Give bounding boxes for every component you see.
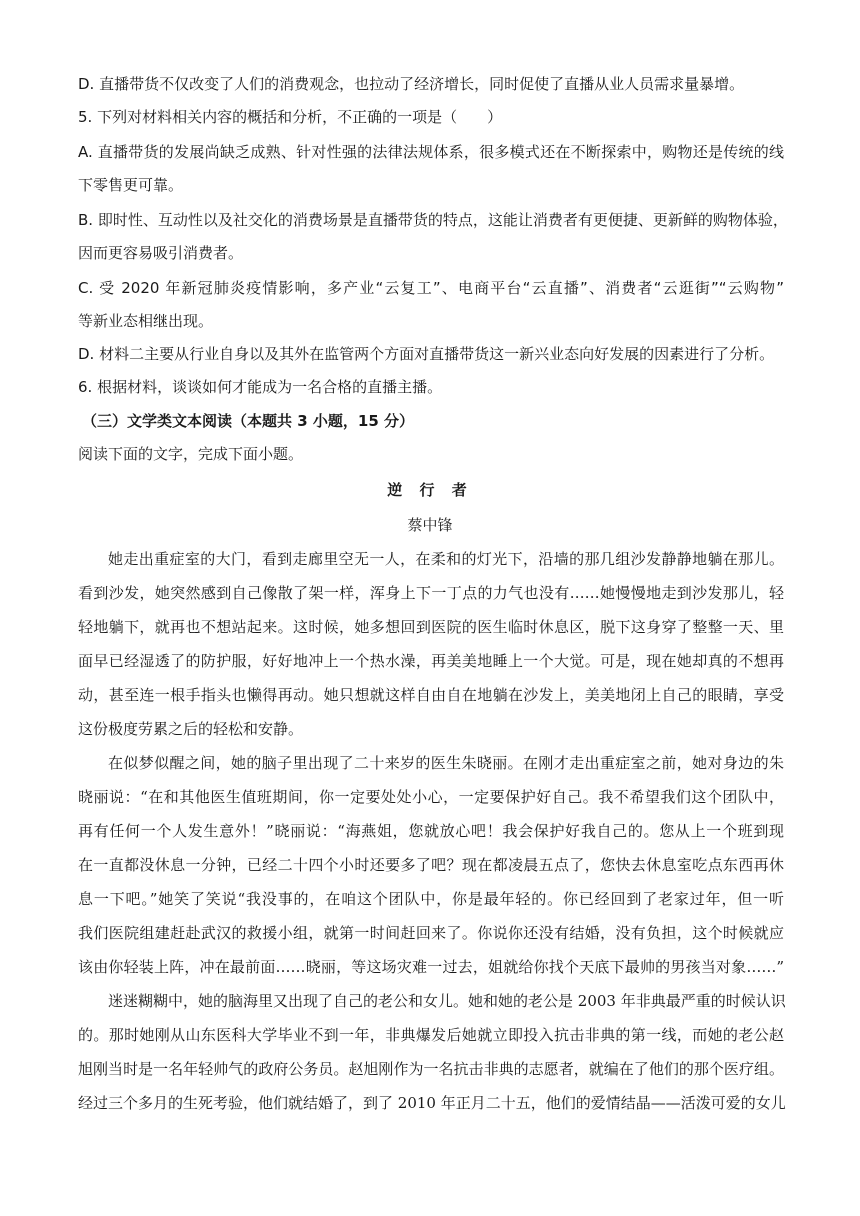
q5-option-b-line2: 因而更容易吸引消费者。: [78, 244, 244, 262]
story-title: 逆 行 者: [387, 481, 473, 499]
story-p1-line: 面早已经湿透了的防护服，好好地冲上一个热水澡，再美美地睡上一个大觉。可是，现在她却真的不想再: [78, 652, 784, 670]
story-p3-line: 的。那时她刚从山东医科大学毕业不到一年，非典爆发后她就立即投入抗击非典的第一线，而她的老公赵: [78, 1026, 784, 1044]
story-p1-line: 动，甚至连一根手指头也懒得再动。她只想就这样自由自在地躺在沙发上，美美地闭上自己的眼睛，享受: [78, 686, 784, 704]
q5-option-c-line2: 等新业态相继出现。: [78, 312, 214, 330]
story-p2-line: 该由你轻装上阵，冲在最前面……晓丽，等这场灾难一过去，姐就给你找个天底下最帅的男孩当对象……”: [78, 958, 784, 976]
story-p2-line: 在似梦似醒之间，她的脑子里出现了二十来岁的医生朱晓丽。在刚才走出重症室之前，她对身边的朱: [108, 754, 784, 772]
story-p1-line: 这份极度劳累之后的轻松和安静。: [78, 720, 304, 738]
story-p2-line: 再有任何一个人发生意外！”晓丽说：“海燕姐，您就放心吧！我会保护好我自己的。您从上一个班到现: [78, 822, 784, 840]
q5-option-d: D. 材料二主要从行业自身以及其外在监管两个方面对直播带货这一新兴业态向好发展的因素进行了分析。: [78, 345, 775, 363]
story-p1-line: 她走出重症室的大门，看到走廊里空无一人，在柔和的灯光下，沿墙的那几组沙发静静地躺在那儿。: [108, 550, 784, 568]
story-p1-line: 轻地躺下，就再也不想站起来。这时候，她多想回到医院的医生临时休息区，脱下这身穿了整整一天、里: [78, 618, 784, 636]
q5-stem: 5. 下列对材料相关内容的概括和分析，不正确的一项是（ ）: [78, 108, 503, 126]
q5-option-a-line1: A. 直播带货的发展尚缺乏成熟、针对性强的法律法规体系，很多模式还在不断探索中，购物还是传统的线: [78, 143, 784, 161]
section-heading: （三）文学类文本阅读（本题共 3 小题，15 分）: [82, 412, 414, 430]
story-p2-line: 晓丽说：“在和其他医生值班期间，你一定要处处小心，一定要保护好自己。我不希望我们这个团队中，: [78, 788, 784, 806]
story-p3-line: 经过三个多月的生死考验，他们就结婚了，到了 2010 年正月二十五，他们的爱情结晶——活泼可爱的女儿: [78, 1094, 786, 1112]
section-instruction: 阅读下面的文字，完成下面小题。: [78, 445, 304, 463]
story-author: 蔡中锋: [407, 516, 453, 534]
story-p3-line: 旭刚当时是一名年轻帅气的政府公务员。赵旭刚作为一名抗击非典的志愿者，就编在了他们的那个医疗组。: [78, 1060, 784, 1078]
story-p2-line: 在一直都没休息一分钟，已经二十四个小时还要多了吧？现在都凌晨五点了，您快去休息室吃点东西再休: [78, 856, 784, 874]
q5-option-a-line2: 下零售更可靠。: [78, 176, 184, 194]
q6-stem: 6. 根据材料，谈谈如何才能成为一名合格的直播主播。: [78, 378, 443, 396]
story-p2-line: 我们医院组建赶赴武汉的救援小组，就第一时间赶回来了。你说你还没有结婚，没有负担，这个时候就应: [78, 924, 784, 942]
story-p2-line: 息一下吧。”她笑了笑说“我没事的，在咱这个团队中，你是最年轻的。你已经回到了老家过年，但一听: [78, 890, 784, 908]
story-p3-line: 迷迷糊糊中，她的脑海里又出现了自己的老公和女儿。她和她的老公是 2003 年非典最严重的时候认识: [108, 992, 786, 1010]
story-p1-line: 看到沙发，她突然感到自己像散了架一样，浑身上下一丁点的力气也没有……她慢慢地走到沙发那儿，轻: [78, 584, 784, 602]
q5-option-c-line1: C. 受 2020 年新冠肺炎疫情影响，多产业“云复工”、电商平台“云直播”、消费者“云逛街”“云购物”: [78, 279, 784, 297]
q4-option-d: D. 直播带货不仅改变了人们的消费观念，也拉动了经济增长，同时促使了直播从业人员需求量暴增。: [78, 75, 745, 93]
q5-option-b-line1: B. 即时性、互动性以及社交化的消费场景是直播带货的特点，这能让消费者有更便捷、更新鲜的购物体验，: [78, 211, 788, 229]
